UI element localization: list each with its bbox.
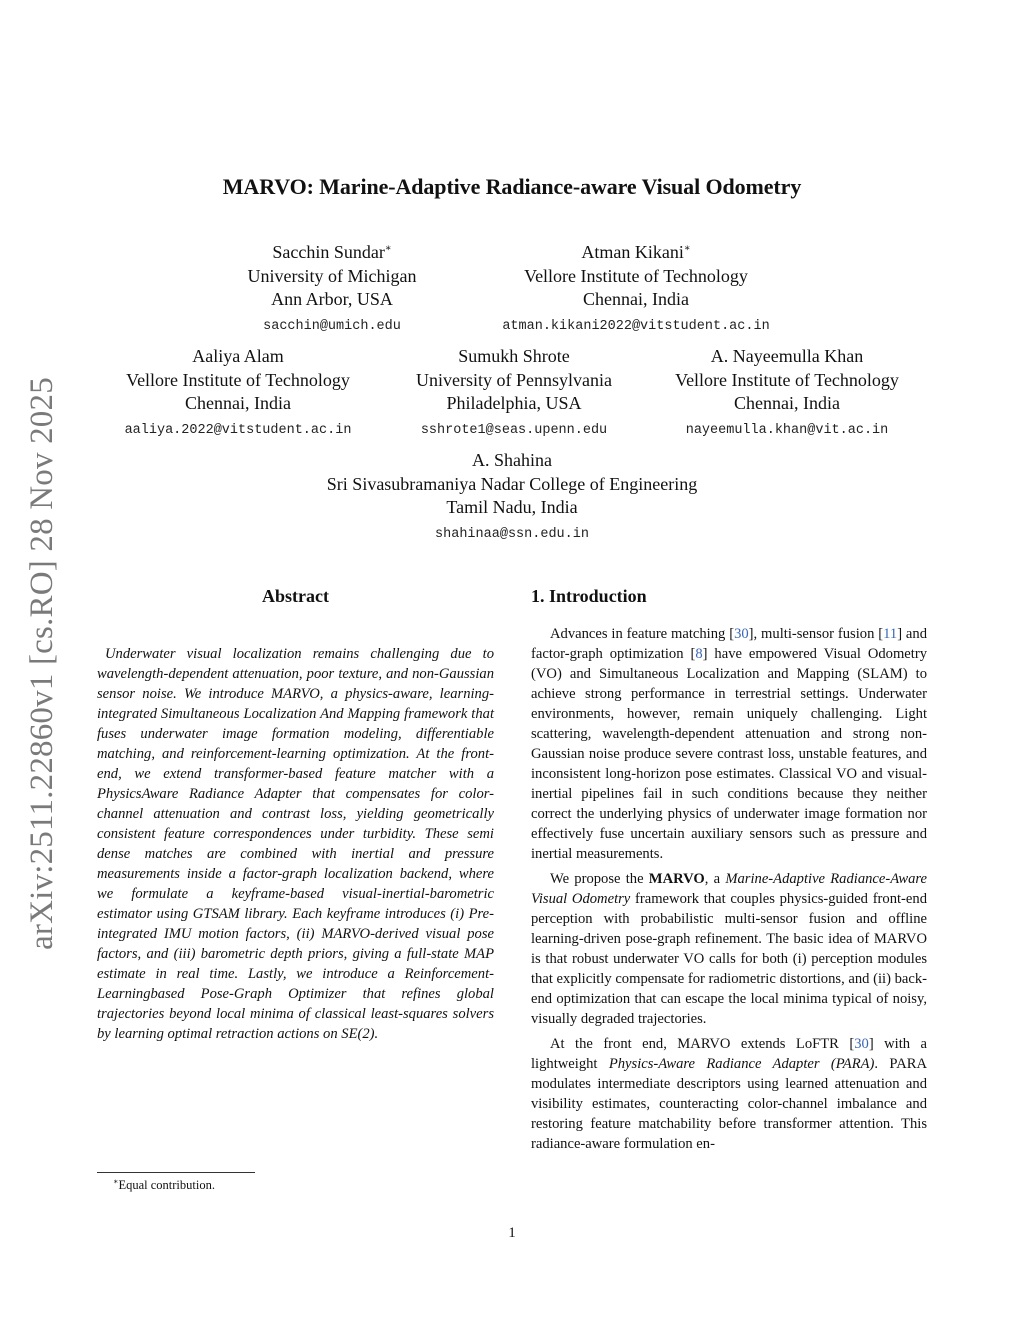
author-name: Sumukh Shrote bbox=[458, 346, 570, 366]
author-affiliation: University of Michigan bbox=[247, 265, 417, 286]
author-email[interactable]: atman.kikani2022@vitstudent.ac.in bbox=[502, 318, 770, 334]
author-name: A. Shahina bbox=[472, 450, 552, 470]
adapter-name: Physics-Aware Radiance Adapter (PARA) bbox=[608, 1056, 875, 1072]
right-column bbox=[531, 586, 927, 1154]
introduction-body bbox=[531, 624, 927, 1154]
author-block-1 bbox=[182, 241, 482, 338]
introduction-heading: 1. Introduction bbox=[531, 586, 647, 606]
citation-link[interactable]: 8 bbox=[695, 646, 703, 662]
citation-link[interactable]: 11 bbox=[883, 626, 898, 642]
method-expansion: Marine-Adaptive Radiance-Aware Visual Odometry bbox=[531, 871, 927, 907]
author-name: Atman Kikani bbox=[581, 242, 684, 262]
author-location: Chennai, India bbox=[734, 393, 840, 413]
author-location: Chennai, India bbox=[185, 393, 291, 413]
page-number: 1 bbox=[508, 1225, 516, 1241]
intro-paragraph-1: Advances in feature matching [30], multi-sensor fusion [11] and factor-graph optimization [8] have empowered Visual Odometry (VO) and Simultaneous Localization and Mapping (SLAM) to achieve strong performance in terrestrial settings. Underwater environments, however, remain uniquely challenging. Light scattering, wavelength-dependent attenuation and strong non-Gaussian noise produce severe contrast loss, unstable features, and inconsistent long-horizon pose estimates. Classical VO and visual-inertial pipelines fail in such conditions because they neither correct the underlying physics of underwater image formation nor effectively fuse uncertain auxiliary sensors such as pressure and inertial measurements. bbox=[531, 626, 927, 862]
footnote bbox=[113, 1178, 215, 1193]
footnote-rule bbox=[97, 1172, 255, 1173]
author-affiliation: Vellore Institute of Technology bbox=[524, 265, 748, 286]
author-affiliation: Vellore Institute of Technology bbox=[675, 369, 899, 390]
author-location: Philadelphia, USA bbox=[446, 393, 582, 413]
author-email[interactable]: nayeemulla.khan@vit.ac.in bbox=[685, 422, 889, 438]
author-name: A. Nayeemulla Khan bbox=[710, 346, 864, 366]
method-name: MARVO bbox=[648, 871, 705, 887]
citation-link[interactable]: 30 bbox=[734, 626, 749, 642]
author-location: Tamil Nadu, India bbox=[446, 497, 578, 517]
author-location: Ann Arbor, USA bbox=[271, 289, 393, 309]
arxiv-identifier: arXiv:2511.22860v1 [cs.RO] 28 Nov 2025 bbox=[23, 376, 60, 950]
author-email[interactable]: sshrote1@seas.upenn.edu bbox=[420, 422, 608, 438]
author-name: Sacchin Sundar bbox=[272, 242, 385, 262]
footnote-text: Equal contribution. bbox=[118, 1178, 215, 1192]
arxiv-watermark bbox=[20, 368, 64, 958]
author-affiliation: Sri Sivasubramaniya Nadar College of Engineering bbox=[326, 473, 698, 494]
abstract-text: Underwater visual localization remains challenging due to wavelength-dependent attenuation, poor texture, and non-Gaussian sensor noise. We introduce MARVO, a physics-aware, learning-integrated Simultaneous Localization And Mapping framework that fuses underwater image formation modeling, differentiable matching, and reinforcement-learning optimization. At the front-end, we extend transformer-based feature matcher with a PhysicsAware Radiance Adapter that compensates for color-channel attenuation and contrast loss, yielding geometrically consistent feature correspondences under turbidity. These semi dense matches are combined with inertial and pressure measurements inside a factor-graph localization backend, where we formulate a keyframe-based visual-inertial-barometric estimator using GTSAM library. Each keyframe introduces (i) Pre-integrated IMU motion factors, (ii) MARVO-derived visual pose factors, and (iii) barometric depth priors, giving a full-state MAP estimate in real time. Lastly, we introduce a Reinforcement-Learningbased Pose-Graph Optimizer that refines global trajectories beyond local minima of classical least-squares solvers by learning optimal retraction actions on SE(2). bbox=[97, 646, 494, 1042]
equal-contribution-mark: ∗ bbox=[683, 243, 691, 254]
author-block-4 bbox=[384, 345, 644, 442]
author-affiliation: University of Pennsylvania bbox=[416, 369, 612, 390]
abstract-heading: Abstract bbox=[262, 586, 329, 606]
citation-link[interactable]: 30 bbox=[854, 1036, 869, 1052]
footnote-mark: ∗ bbox=[113, 1177, 119, 1186]
author-email[interactable]: shahinaa@ssn.edu.in bbox=[435, 526, 589, 542]
author-email[interactable]: sacchin@umich.edu bbox=[263, 318, 401, 334]
author-affiliation: Vellore Institute of Technology bbox=[126, 369, 350, 390]
author-name: Aaliya Alam bbox=[192, 346, 284, 366]
author-email[interactable]: aaliya.2022@vitstudent.ac.in bbox=[124, 422, 352, 438]
author-location: Chennai, India bbox=[583, 289, 689, 309]
left-column bbox=[97, 586, 494, 1044]
equal-contribution-mark: ∗ bbox=[384, 243, 392, 254]
author-block-3 bbox=[98, 345, 378, 442]
author-block-2 bbox=[466, 241, 806, 338]
intro-paragraph-3: At the front end, MARVO extends LoFTR [30] with a lightweight Physics-Aware Radiance Adapter (PARA). PARA modulates intermediate descriptors using learned attenuation and visibility estimates, counteracting color-channel imbalance and restoring feature matchability before transformer attention. This radiance-aware formulation en- bbox=[531, 1036, 928, 1152]
paper-title: MARVO: Marine-Adaptive Radiance-aware Visual Odometry bbox=[222, 174, 802, 199]
author-block-6 bbox=[262, 449, 762, 546]
intro-paragraph-2: We propose the MARVO, a Marine-Adaptive Radiance-Aware Visual Odometry framework that couples physics-guided front-end perception with probabilistic multi-sensor fusion and offline learning-driven pose-graph refinement. The basic idea of MARVO is that robust underwater VO calls for both (i) perception modules that explicitly compensate for radiometric distortions, and (ii) back-end optimization that can escape the local minima typical of noisy, visually degraded trajectories. bbox=[531, 871, 927, 1027]
author-block-5 bbox=[652, 345, 922, 442]
